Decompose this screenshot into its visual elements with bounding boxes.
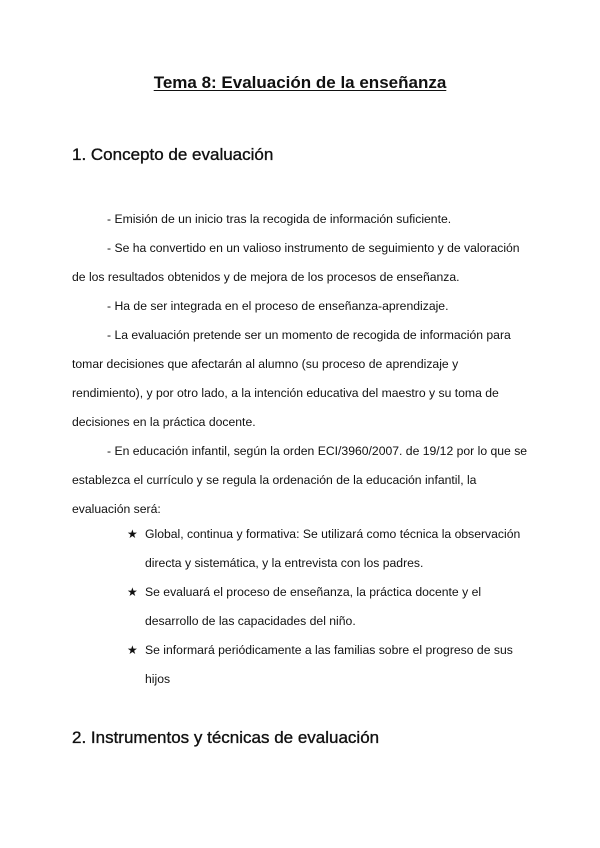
bullet-list bbox=[127, 520, 532, 694]
section-body-concepto bbox=[72, 205, 532, 524]
list-item-text: Se evaluará el proceso de enseñanza, la práctica docente y el desarrollo de las capacidades del niño. bbox=[145, 585, 482, 628]
star-bullet-icon: ★ bbox=[127, 527, 138, 541]
list-item bbox=[127, 636, 532, 694]
star-bullet-icon: ★ bbox=[127, 585, 138, 599]
list-item-text: Global, continua y formativa: Se utilizará como técnica la observación directa y sistemática, y la entrevista con los padres. bbox=[145, 527, 521, 570]
list-item-text: Se informará periódicamente a las familias sobre el progreso de sus hijos bbox=[145, 643, 513, 686]
paragraph: - En educación infantil, según la orden ECI/3960/2007. de 19/12 por lo que se establezca el currículo y se regula la ordenación de la educación infantil, la evaluación será: bbox=[72, 444, 528, 516]
paragraph: - Se ha convertido en un valioso instrumento de seguimiento y de valoración de los resultados obtenidos y de mejora de los procesos de enseñanza. bbox=[72, 241, 520, 284]
paragraph: - La evaluación pretende ser un momento de recogida de información para tomar decisiones que afectarán al alumno (su proceso de aprendizaje y rendimiento), y por otro lado, a la intención educativa del maestro y su toma de decisiones en la práctica docente. bbox=[72, 328, 511, 429]
document-title: Tema 8: Evaluación de la enseñanza bbox=[153, 73, 447, 92]
paragraph: - Emisión de un inicio tras la recogida de información suficiente. bbox=[107, 212, 452, 226]
section-heading-instrumentos: 2. Instrumentos y técnicas de evaluación bbox=[72, 728, 380, 747]
list-item bbox=[127, 520, 532, 578]
paragraph: - Ha de ser integrada en el proceso de enseñanza-aprendizaje. bbox=[107, 299, 449, 313]
star-bullet-icon: ★ bbox=[127, 643, 138, 657]
section-heading-concepto: 1. Concepto de evaluación bbox=[72, 145, 274, 164]
list-item bbox=[127, 578, 532, 636]
